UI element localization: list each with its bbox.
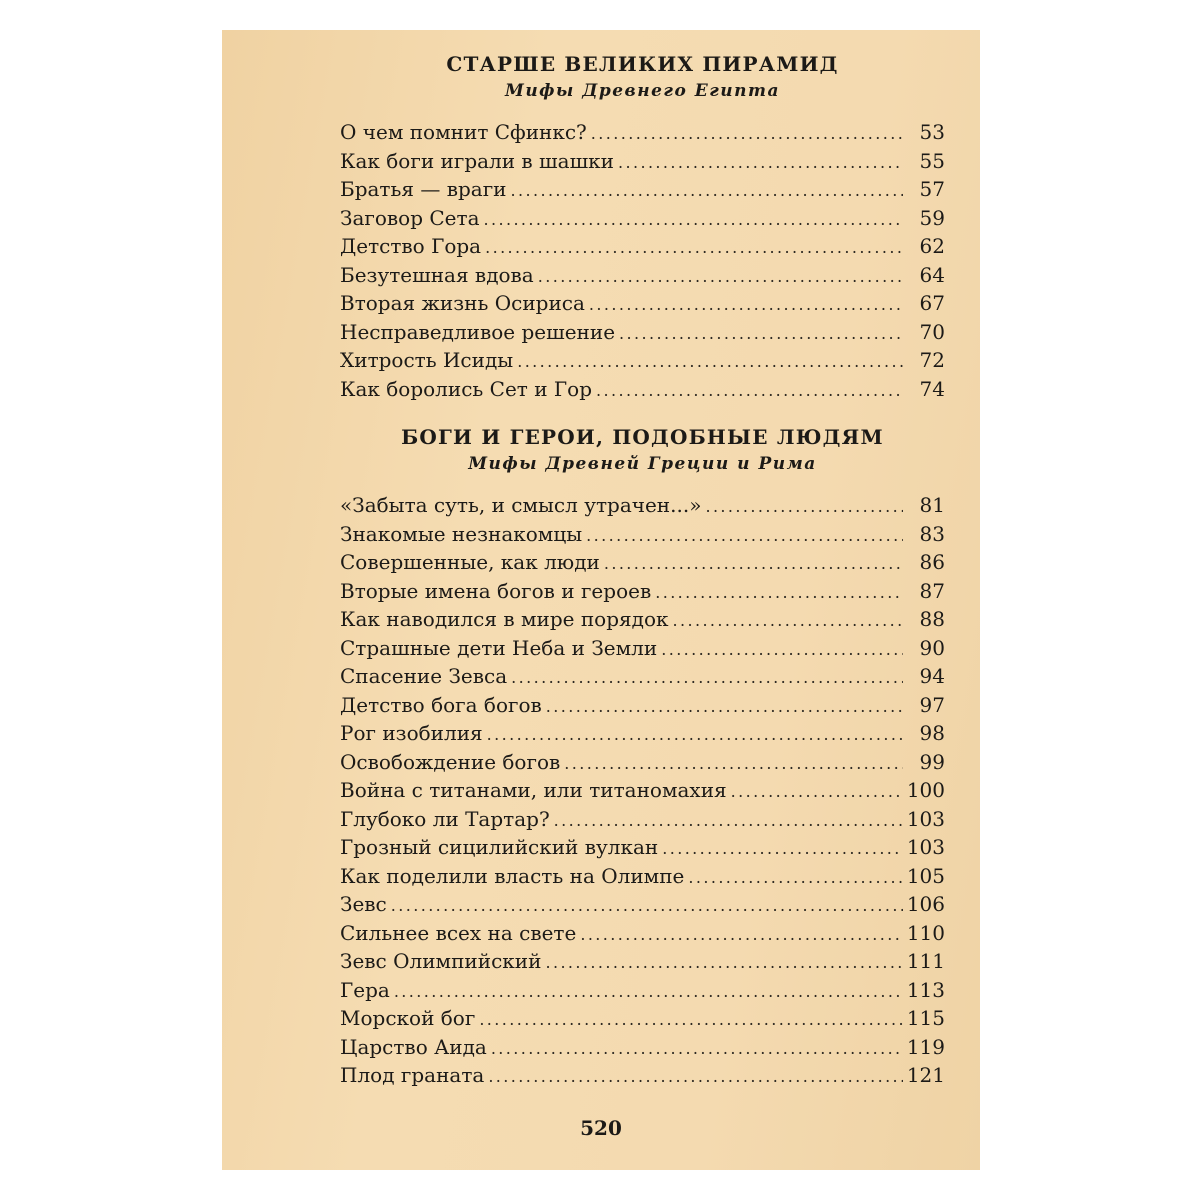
toc-entry-page: 99	[919, 749, 945, 774]
toc-entry-title: Сильнее всех на свете	[340, 920, 577, 945]
toc-entry	[340, 833, 945, 862]
dot-leader	[511, 177, 903, 206]
toc-entry-page: 105	[906, 863, 945, 888]
toc-entry	[340, 289, 945, 318]
toc-entry-title: Вторая жизнь Осириса	[340, 291, 585, 315]
toc-entry	[340, 862, 945, 891]
toc-list	[340, 491, 945, 1090]
dot-leader	[705, 493, 903, 522]
toc-entry	[340, 605, 945, 634]
book-page	[222, 30, 980, 1170]
dot-leader	[491, 1035, 903, 1064]
toc-entry-title: Как боги играли в шашки	[340, 148, 614, 173]
dot-leader	[564, 750, 903, 779]
section-heading: СТАРШЕ ВЕЛИКИХ ПИРАМИД	[446, 52, 839, 76]
toc-entry	[340, 520, 945, 549]
toc-entry-title: Как наводился в мире порядок	[340, 607, 669, 631]
toc-entry-title: Совершенные, как люди	[340, 550, 600, 574]
toc-entry-page: 72	[919, 348, 945, 372]
dot-leader	[673, 607, 904, 636]
dot-leader	[487, 721, 903, 750]
toc-entry-title: Детство Гора	[340, 234, 482, 258]
toc-entry	[340, 805, 945, 834]
toc-entry-page: 83	[919, 521, 945, 546]
toc-entry-page: 62	[919, 234, 945, 258]
dot-leader	[619, 320, 903, 349]
section-subheading: Мифы Древнего Египта	[505, 81, 780, 101]
toc-entry-title: Освобождение богов	[340, 749, 561, 774]
toc-entry-page: 94	[919, 664, 945, 688]
toc-entry-title: Как поделили власть на Олимпе	[340, 863, 685, 888]
section-subheading: Мифы Древней Греции и Рима	[468, 454, 817, 474]
dot-leader	[731, 778, 903, 807]
toc-entry	[340, 719, 945, 748]
toc-entry	[340, 318, 945, 347]
toc-entry-page: 70	[919, 319, 945, 344]
toc-section-egypt	[340, 50, 945, 403]
toc-entry-page: 53	[919, 120, 945, 144]
dot-leader	[604, 550, 903, 579]
toc-entry-page: 98	[919, 721, 945, 745]
toc-entry-title: Как боролись Сет и Гор	[340, 376, 593, 401]
toc-entry-page: 64	[919, 262, 945, 287]
toc-entry-page: 87	[919, 578, 945, 603]
toc-entry-title: Зевс	[340, 892, 387, 916]
toc-entry	[340, 691, 945, 720]
toc-entry	[340, 548, 945, 577]
dot-leader	[591, 120, 903, 149]
dot-leader	[517, 348, 903, 377]
toc-entry	[340, 748, 945, 777]
dot-leader	[545, 949, 903, 978]
toc-entry-page: 90	[919, 635, 945, 660]
dot-leader	[688, 864, 903, 893]
toc-entry	[340, 175, 945, 204]
toc-entry	[340, 662, 945, 691]
toc-entry-page: 119	[906, 1034, 945, 1059]
dot-leader	[589, 291, 903, 320]
toc-entry-page: 113	[906, 977, 945, 1002]
toc-entry-title: «Забыта суть, и смысл утрачен...»	[340, 493, 702, 517]
toc-entry	[340, 976, 945, 1005]
toc-entry	[340, 346, 945, 375]
toc-entry-page: 57	[919, 177, 945, 201]
toc-entry-page: 111	[906, 949, 945, 973]
dot-leader	[391, 892, 903, 921]
toc-entry-title: Грозный сицилийский вулкан	[340, 835, 659, 859]
toc-entry-title: Безутешная вдова	[340, 262, 534, 287]
toc-entry-page: 55	[919, 148, 945, 173]
dot-leader	[484, 206, 904, 235]
toc-entry	[340, 577, 945, 606]
toc-entry	[340, 776, 945, 805]
toc-entry	[340, 919, 945, 948]
toc-entry-title: О чем помнит Сфинкс?	[340, 120, 587, 144]
dot-leader	[596, 377, 903, 406]
section-heading: БОГИ И ГЕРОИ, ПОДОБНЫЕ ЛЮДЯМ	[401, 425, 884, 449]
dot-leader	[511, 664, 903, 693]
toc-entry	[340, 890, 945, 919]
toc-entry-page: 110	[906, 920, 945, 945]
toc-entry	[340, 634, 945, 663]
toc-entry-title: Морской бог	[340, 1006, 476, 1030]
toc-entry-title: Знакомые незнакомцы	[340, 521, 583, 546]
dot-leader	[662, 835, 903, 864]
toc-entry-page: 97	[919, 692, 945, 717]
toc-entry-title: Гера	[340, 977, 390, 1002]
dot-leader	[661, 636, 903, 665]
toc-entry-title: Несправедливое решение	[340, 319, 616, 344]
toc-entry-page: 59	[919, 205, 945, 230]
toc-entry-page: 67	[919, 291, 945, 315]
toc-entry-title: Война с титанами, или титаномахия	[340, 778, 727, 802]
dot-leader	[580, 921, 903, 950]
toc-entry-title: Глубоко ли Тартар?	[340, 806, 550, 831]
toc-entry-page: 74	[919, 376, 945, 401]
toc-entry-title: Зевс Олимпийский	[340, 949, 542, 973]
toc-entry	[340, 375, 945, 404]
toc-entry-title: Хитрость Исиды	[340, 348, 514, 372]
toc-entry-title: Плод граната	[340, 1063, 485, 1087]
toc-entry-title: Рог изобилия	[340, 721, 483, 745]
toc-list	[340, 118, 945, 403]
dot-leader	[394, 978, 903, 1007]
toc-entry-page: 100	[906, 778, 945, 802]
toc-entry-title: Братья — враги	[340, 177, 507, 201]
dot-leader	[546, 693, 903, 722]
dot-leader	[655, 579, 903, 608]
toc-entry-title: Заговор Сета	[340, 205, 480, 230]
toc-entry-page: 86	[919, 550, 945, 574]
dot-leader	[618, 149, 903, 178]
toc-entry-page: 81	[919, 493, 945, 517]
dot-leader	[554, 807, 903, 836]
toc-entry	[340, 261, 945, 290]
toc-entry	[340, 1033, 945, 1062]
toc-entry	[340, 947, 945, 976]
toc-entry	[340, 147, 945, 176]
dot-leader	[538, 263, 903, 292]
toc-entry-title: Страшные дети Неба и Земли	[340, 635, 658, 660]
toc-section-greece-rome	[340, 423, 945, 1090]
toc-entry-page: 106	[906, 892, 945, 916]
toc-entry-page: 88	[919, 607, 945, 631]
toc-entry	[340, 118, 945, 147]
toc-entry	[340, 204, 945, 233]
dot-leader	[479, 1006, 903, 1035]
dot-leader	[488, 1063, 903, 1092]
toc-entry	[340, 491, 945, 520]
dot-leader	[586, 522, 903, 551]
toc-entry	[340, 1061, 945, 1090]
toc-entry-title: Царство Аида	[340, 1034, 487, 1059]
toc-entry-page: 103	[906, 806, 945, 831]
toc-entry	[340, 232, 945, 261]
toc-entry-page: 121	[906, 1063, 945, 1087]
toc-entry-title: Вторые имена богов и героев	[340, 578, 652, 603]
toc-entry-page: 115	[906, 1006, 945, 1030]
toc-entry-title: Спасение Зевса	[340, 664, 508, 688]
page-number: 520	[580, 1116, 622, 1140]
dot-leader	[485, 234, 903, 263]
toc-entry-title: Детство бога богов	[340, 692, 542, 717]
toc-entry-page: 103	[906, 835, 945, 859]
toc-entry	[340, 1004, 945, 1033]
